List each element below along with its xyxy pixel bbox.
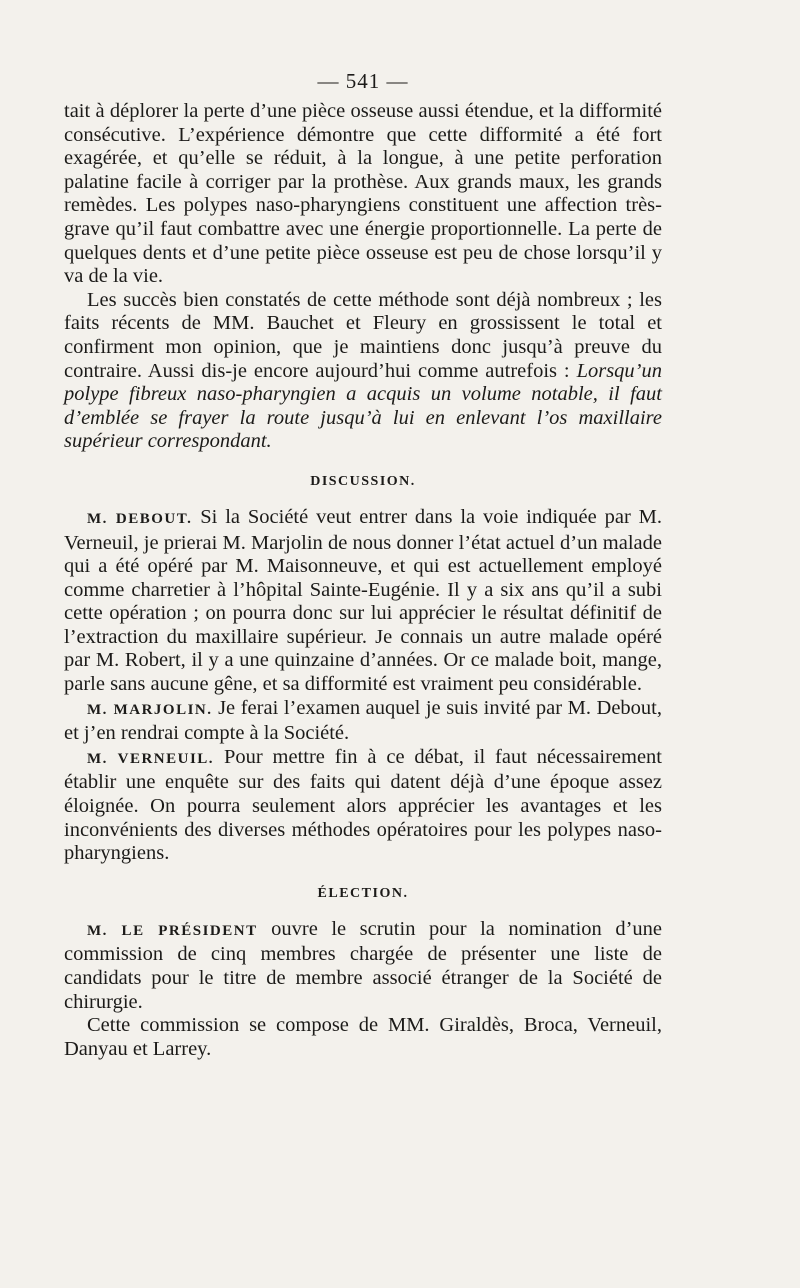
- discussion-heading: DISCUSSION.: [310, 473, 416, 489]
- success-text: Les succès bien constatés de cette méthode sont déjà nombreux ; les faits récents de MM. Bauchet et Fleury en grossissent le total et confirment mon opinion, que je maintiens donc jusqu’à preuve du contraire. Aussi dis-je encore aujourd’hui comme autrefois :: [64, 288, 662, 382]
- election-paragraph: [64, 918, 662, 1014]
- speaker-name: M. DEBOUT.: [87, 510, 193, 527]
- continuation-paragraph: tait à déplorer la perte d’une pièce osseuse aussi étendue, et la difformité consécutive. L’expérience démontre que cette difformité a été fort exagérée, et qu’elle se réduit, à la longue, à une petite perforation palatine facile à corriger par la prothèse. Aux grands maux, les grands remèdes. Les polypes naso-pharyngiens constituent une affection très-grave qu’il faut combattre avec une énergie proportionnelle. La perte de quelques dents et d’une petite pièce osseuse est peu de chose lorsqu’il y va de la vie.: [64, 100, 662, 288]
- speaker-name: M. VERNEUIL.: [87, 750, 215, 767]
- speaker-name: M. LE PRÉSIDENT: [87, 922, 258, 939]
- election-heading: ÉLECTION.: [317, 885, 409, 901]
- commission-paragraph: Cette commission se compose de MM. Giraldès, Broca, Verneuil, Danyau et Larrey.: [64, 1014, 662, 1060]
- page: [64, 68, 662, 1061]
- page-number: — 541 —: [317, 69, 409, 93]
- success-paragraph: [64, 289, 662, 454]
- speaker-name: M. MARJOLIN.: [87, 701, 213, 718]
- intervention-text: Pour mettre fin à ce débat, il faut nécessairement établir une enquête sur des faits qui datent déjà d’une époque assez éloignée. On pourra seulement alors apprécier les avantages et les inconvénients des diverses méthodes opératoires pour les polypes naso-pharyngiens.: [64, 745, 663, 865]
- intervention-text: Si la Société veut entrer dans la voie indiquée par M. Verneuil, je prierai M. Marjolin de nous donner l’état actuel d’un malade qui a été opéré par M. Maisonneuve, et qui est actuellement employé comme charretier à l’hôpital Sainte-Eugénie. Il y a six ans qu’il a subi cette opération ; on pourra donc sur lui apprécier le résultat définitif de l’extraction du maxillaire supérieur. Je connais un autre malade opéré par M. Robert, il y a une quinzaine d’années. Or ce malade boit, mange, parle sans aucune gêne, et sa difformité est vraiment peu considérable.: [64, 505, 663, 696]
- success-emphasis: Lorsqu’un polype fibreux naso-pharyngien a acquis un volume notable, il faut d’emblée se frayer la route jusqu’à lui en enlevant l’os maxillaire supérieur correspondant.: [64, 359, 662, 453]
- intervention-debout: [64, 506, 662, 697]
- election-text: ouvre le scrutin pour la nomination d’une commission de cinq membres chargée de présenter une liste de candidats pour le titre de membre associé étranger de la Société de chirurgie.: [64, 917, 662, 1013]
- intervention-text: Je ferai l’examen auquel je suis invité par M. Debout, et j’en rendrai compte à la Société.: [64, 696, 663, 745]
- intervention-marjolin: [64, 697, 662, 746]
- intervention-verneuil: [64, 746, 662, 866]
